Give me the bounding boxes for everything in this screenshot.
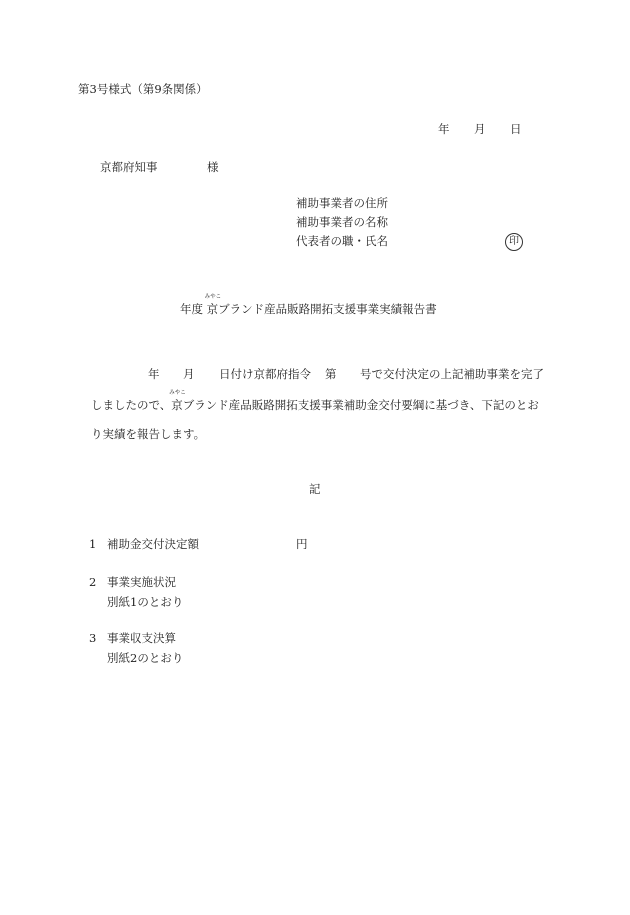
ki-heading: 記 <box>309 482 321 496</box>
addressee-honorific: 様 <box>207 160 219 174</box>
applicant-name-label: 補助事業者の名称 <box>296 215 388 229</box>
body-kyo-char: 京 <box>171 398 183 412</box>
item-2-number: 2 <box>89 575 97 589</box>
body-line2-pre: しましたので、 <box>91 398 172 412</box>
form-number: 第3号様式（第9条関係） <box>78 82 208 96</box>
date-month-label: 月 <box>474 122 486 136</box>
title-kyo-ruby: みやこ <box>204 294 222 300</box>
item-1-label: 補助金交付決定額 <box>107 537 199 551</box>
body-line1-rest: 号で交付決定の上記補助事業を完了 <box>360 367 544 381</box>
date-day-label: 日 <box>510 122 522 136</box>
item-3-number: 3 <box>89 631 97 645</box>
body-year: 年 <box>148 367 160 381</box>
date-year-label: 年 <box>438 122 450 136</box>
body-dai: 第 <box>325 367 337 381</box>
body-line2 <box>91 390 539 412</box>
title-rest: ブランド産品販路開拓支援事業実績報告書 <box>218 302 437 316</box>
title-prefix: 年度 <box>180 302 203 316</box>
body-date-text: 日付け京都府指令 <box>219 367 311 381</box>
title-kyo-char: 京 <box>206 302 219 316</box>
applicant-representative-label: 代表者の職・氏名 <box>296 234 388 248</box>
item-3-label: 事業収支決算 <box>107 631 176 645</box>
item-2-sub: 別紙1のとおり <box>107 595 184 609</box>
item-3-sub: 別紙2のとおり <box>107 651 184 665</box>
item-2-label: 事業実施状況 <box>107 575 176 589</box>
applicant-address-label: 補助事業者の住所 <box>296 196 388 210</box>
body-line2-rest: ブランド産品販路開拓支援事業補助金交付要綱に基づき、下記のとお <box>182 398 539 412</box>
item-1-number: 1 <box>89 537 97 551</box>
document-title <box>180 294 437 316</box>
addressee-name: 京都府知事 <box>100 160 158 174</box>
body-kyo-ruby: みやこ <box>169 390 186 396</box>
body-kyo <box>169 390 186 412</box>
title-kyo <box>204 294 222 316</box>
seal-icon: 印 <box>505 233 523 251</box>
seal-mark <box>505 233 523 251</box>
item-1-value: 円 <box>296 537 308 551</box>
body-month: 月 <box>183 367 195 381</box>
body-line3: り実績を報告します。 <box>91 427 206 441</box>
